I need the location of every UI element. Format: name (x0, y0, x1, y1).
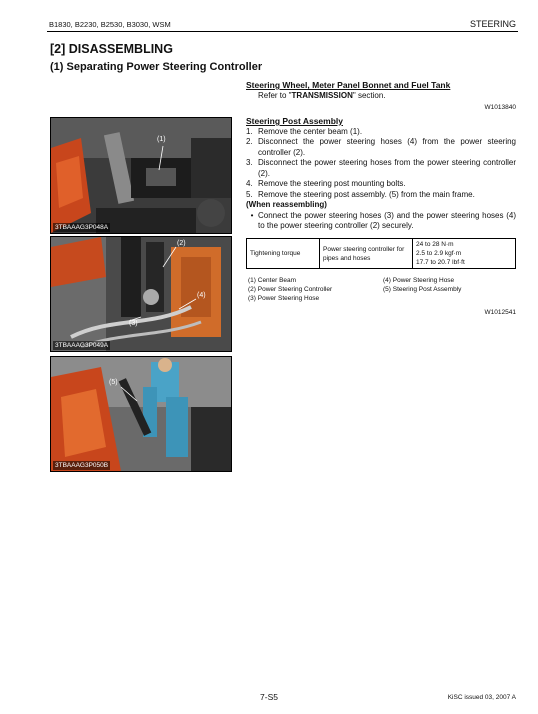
photo1-callout-1: (1) (157, 136, 166, 143)
torque-item: Power steering controller for pipes and hoses (320, 239, 413, 269)
refer-line (246, 91, 516, 102)
step-item (246, 190, 516, 201)
legend-row (248, 276, 518, 285)
header-models: B1830, B2230, B2530, B3030, WSM (49, 20, 171, 29)
step-number: 5. (246, 189, 253, 199)
photo3-caption: 3TBAAAG3P050B (55, 462, 109, 469)
post-assembly-block (246, 116, 516, 232)
section-title: [2] DISASSEMBLING (50, 42, 173, 56)
torque-values (413, 239, 516, 269)
step-item (246, 127, 516, 138)
post-assembly-code: W1012541 (484, 309, 516, 316)
legend-row (248, 294, 518, 303)
legend-item: (4) Power Steering Hose (383, 277, 455, 284)
step-number: 4. (246, 179, 253, 188)
legend-item: (3) Power Steering Hose (248, 295, 320, 302)
legend-row (248, 285, 518, 294)
step-text: Disconnect the power steering hoses from the power steering controller (2). (258, 158, 516, 178)
refer-prefix: Refer to " (258, 90, 292, 100)
photo2-callout-2: (2) (177, 240, 186, 247)
post-assembly-heading: Steering Post Assembly (246, 116, 343, 126)
torque-value-lbf: 17.7 to 20.7 lbf·ft (416, 259, 465, 266)
subsection-title: (1) Separating Power Steering Controller (50, 61, 263, 73)
legend-item: (2) Power Steering Controller (248, 286, 333, 293)
reassembling-label: (When reassembling) (246, 200, 327, 209)
photo-steering-hoses (50, 236, 232, 352)
step-text: Disconnect the power steering hoses (4) from the power steering controller (2). (258, 137, 516, 157)
refer-suffix: " section. (352, 90, 386, 100)
step-item (246, 137, 516, 158)
torque-value-nm: 24 to 28 N·m (416, 241, 454, 248)
step-number: 2. (246, 137, 253, 146)
steering-wheel-heading: Steering Wheel, Meter Panel Bonnet and Fuel Tank (246, 80, 451, 90)
parts-legend (248, 276, 518, 303)
step-text: Remove the steering post assembly. (5) from the main frame. (258, 189, 475, 199)
photo2-caption: 3TBAAAG3P049A (55, 342, 109, 349)
step-item (246, 158, 516, 179)
page-number: 7-S5 (260, 692, 278, 702)
steps-list (246, 127, 516, 201)
reassembling-text: Connect the power steering hoses (3) and the power steering hoses (4) to the power steering controller (2) securely. (258, 210, 516, 230)
steering-wheel-block (246, 80, 516, 101)
photo3-callout-5: (5) (109, 379, 118, 386)
legend-item: (1) Center Beam (248, 277, 297, 284)
torque-table (246, 238, 516, 269)
issue-note: KiSC issued 03, 2007 A (447, 694, 516, 701)
photo2-callout-3: (3) (129, 320, 138, 327)
legend-item (383, 294, 518, 303)
photo-steering-post (50, 356, 232, 472)
bullet-icon: • (250, 210, 254, 220)
photo1-caption: 3TBAAAG3P048A (55, 224, 109, 231)
photo2-callout-4: (4) (197, 292, 206, 299)
torque-label: Tightening torque (247, 239, 320, 269)
steering-wheel-code: W1013840 (484, 104, 516, 111)
step-text: Remove the center beam (1). (258, 126, 363, 136)
photo-center-beam (50, 117, 232, 234)
reassembling-item (246, 211, 516, 232)
header-section: STEERING (469, 19, 516, 29)
photo-tractor-center-beam-icon (51, 118, 231, 233)
header-rule (47, 31, 518, 32)
step-item (246, 179, 516, 190)
photo-steering-post-removal-icon (51, 357, 231, 471)
legend-item: (5) Steering Post Assembly (383, 286, 462, 293)
torque-value-kgf: 2.5 to 2.9 kgf·m (416, 250, 462, 257)
step-text: Remove the steering post mounting bolts. (258, 179, 406, 188)
step-number: 3. (246, 158, 253, 167)
refer-target: TRANSMISSION (291, 90, 353, 100)
step-number: 1. (246, 126, 253, 136)
